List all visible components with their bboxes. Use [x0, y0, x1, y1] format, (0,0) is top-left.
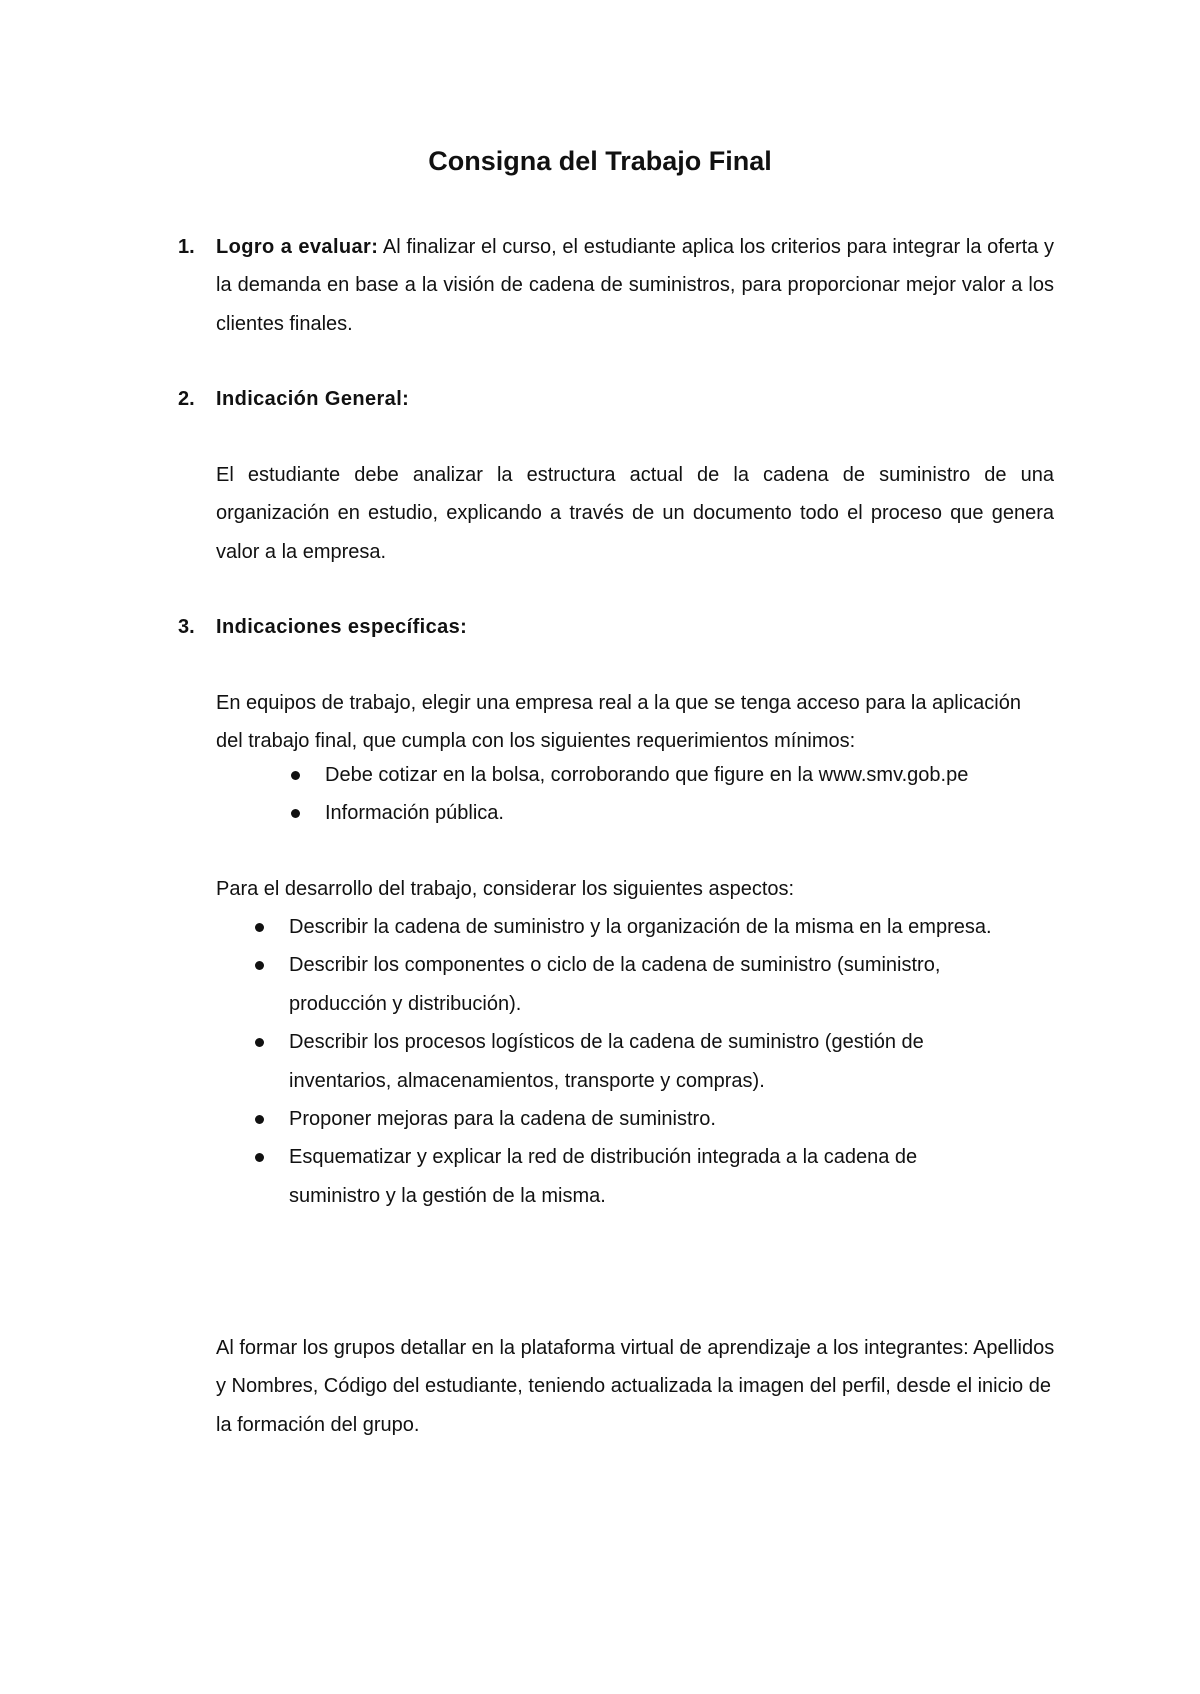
closing-paragraph: Al formar los grupos detallar en la plataforma virtual de aprendizaje a los integrantes: Apellidos y Nombres, Código del estudiante, teniendo actualizada la imagen del perfil, desde el inicio de la formación del grupo.	[216, 1337, 1055, 1436]
list-item-text: Describir los procesos logísticos de la cadena de suministro (gestión de inventarios, almacenamientos, transporte y compras).	[289, 1031, 924, 1092]
list-item	[289, 1138, 1009, 1215]
bullet-icon	[255, 923, 264, 932]
list-item-text: Describir la cadena de suministro y la organización de la misma en la empresa.	[289, 916, 992, 938]
list-item	[289, 1100, 1009, 1138]
bullet-icon	[255, 1038, 264, 1047]
bullet-icon	[255, 1153, 264, 1162]
list-item-text: Información pública.	[325, 802, 504, 825]
requirements-list	[325, 756, 1085, 833]
list-item	[289, 908, 1009, 946]
section-number: 3.	[178, 616, 195, 638]
list-item-text: Describir los componentes o ciclo de la cadena de suministro (suministro, producción y distribución).	[289, 954, 941, 1015]
list-item-text: Proponer mejoras para la cadena de suministro.	[289, 1108, 716, 1131]
bullet-icon	[291, 809, 300, 818]
list-item-text: Esquematizar y explicar la red de distribución integrada a la cadena de suministro y la gestión de la misma.	[289, 1146, 918, 1207]
bullet-icon	[255, 961, 264, 970]
section-indicacion-general-text: El estudiante debe analizar la estructura actual de la cadena de suministro de una organización en estudio, explicando a través de un documento todo el proceso que genera valor a la empresa.	[216, 464, 1054, 563]
requirements-intro: En equipos de trabajo, elegir una empresa real a la que se tenga acceso para la aplicación del trabajo final, que cumpla con los siguientes requerimientos mínimos:	[216, 692, 1021, 753]
section-logro-text: Al finalizar el curso, el estudiante aplica los criterios para integrar la oferta y la demanda en base a la visión de cadena de suministros, para proporcionar mejor valor a los clientes finales.	[216, 236, 1054, 335]
bullet-icon	[291, 771, 300, 780]
list-item	[325, 756, 1085, 794]
section-indicaciones-especificas-heading: Indicaciones específicas:	[216, 616, 468, 638]
aspects-intro: Para el desarrollo del trabajo, considerar los siguientes aspectos:	[216, 878, 795, 900]
list-item	[325, 794, 1085, 832]
list-item	[289, 1023, 1009, 1100]
section-number: 1.	[178, 236, 195, 258]
section-number: 2.	[178, 388, 195, 410]
list-item	[289, 946, 1009, 1023]
page-title: Consigna del Trabajo Final	[428, 146, 772, 176]
section-logro-heading: Logro a evaluar:	[216, 236, 379, 258]
aspects-list	[289, 908, 1009, 1215]
list-item-text: Debe cotizar en la bolsa, corroborando que figure en la www.smv.gob.pe	[325, 764, 969, 786]
section-logro-paragraph	[216, 228, 1054, 343]
section-indicacion-general-heading: Indicación General:	[216, 388, 410, 410]
bullet-icon	[255, 1115, 264, 1124]
